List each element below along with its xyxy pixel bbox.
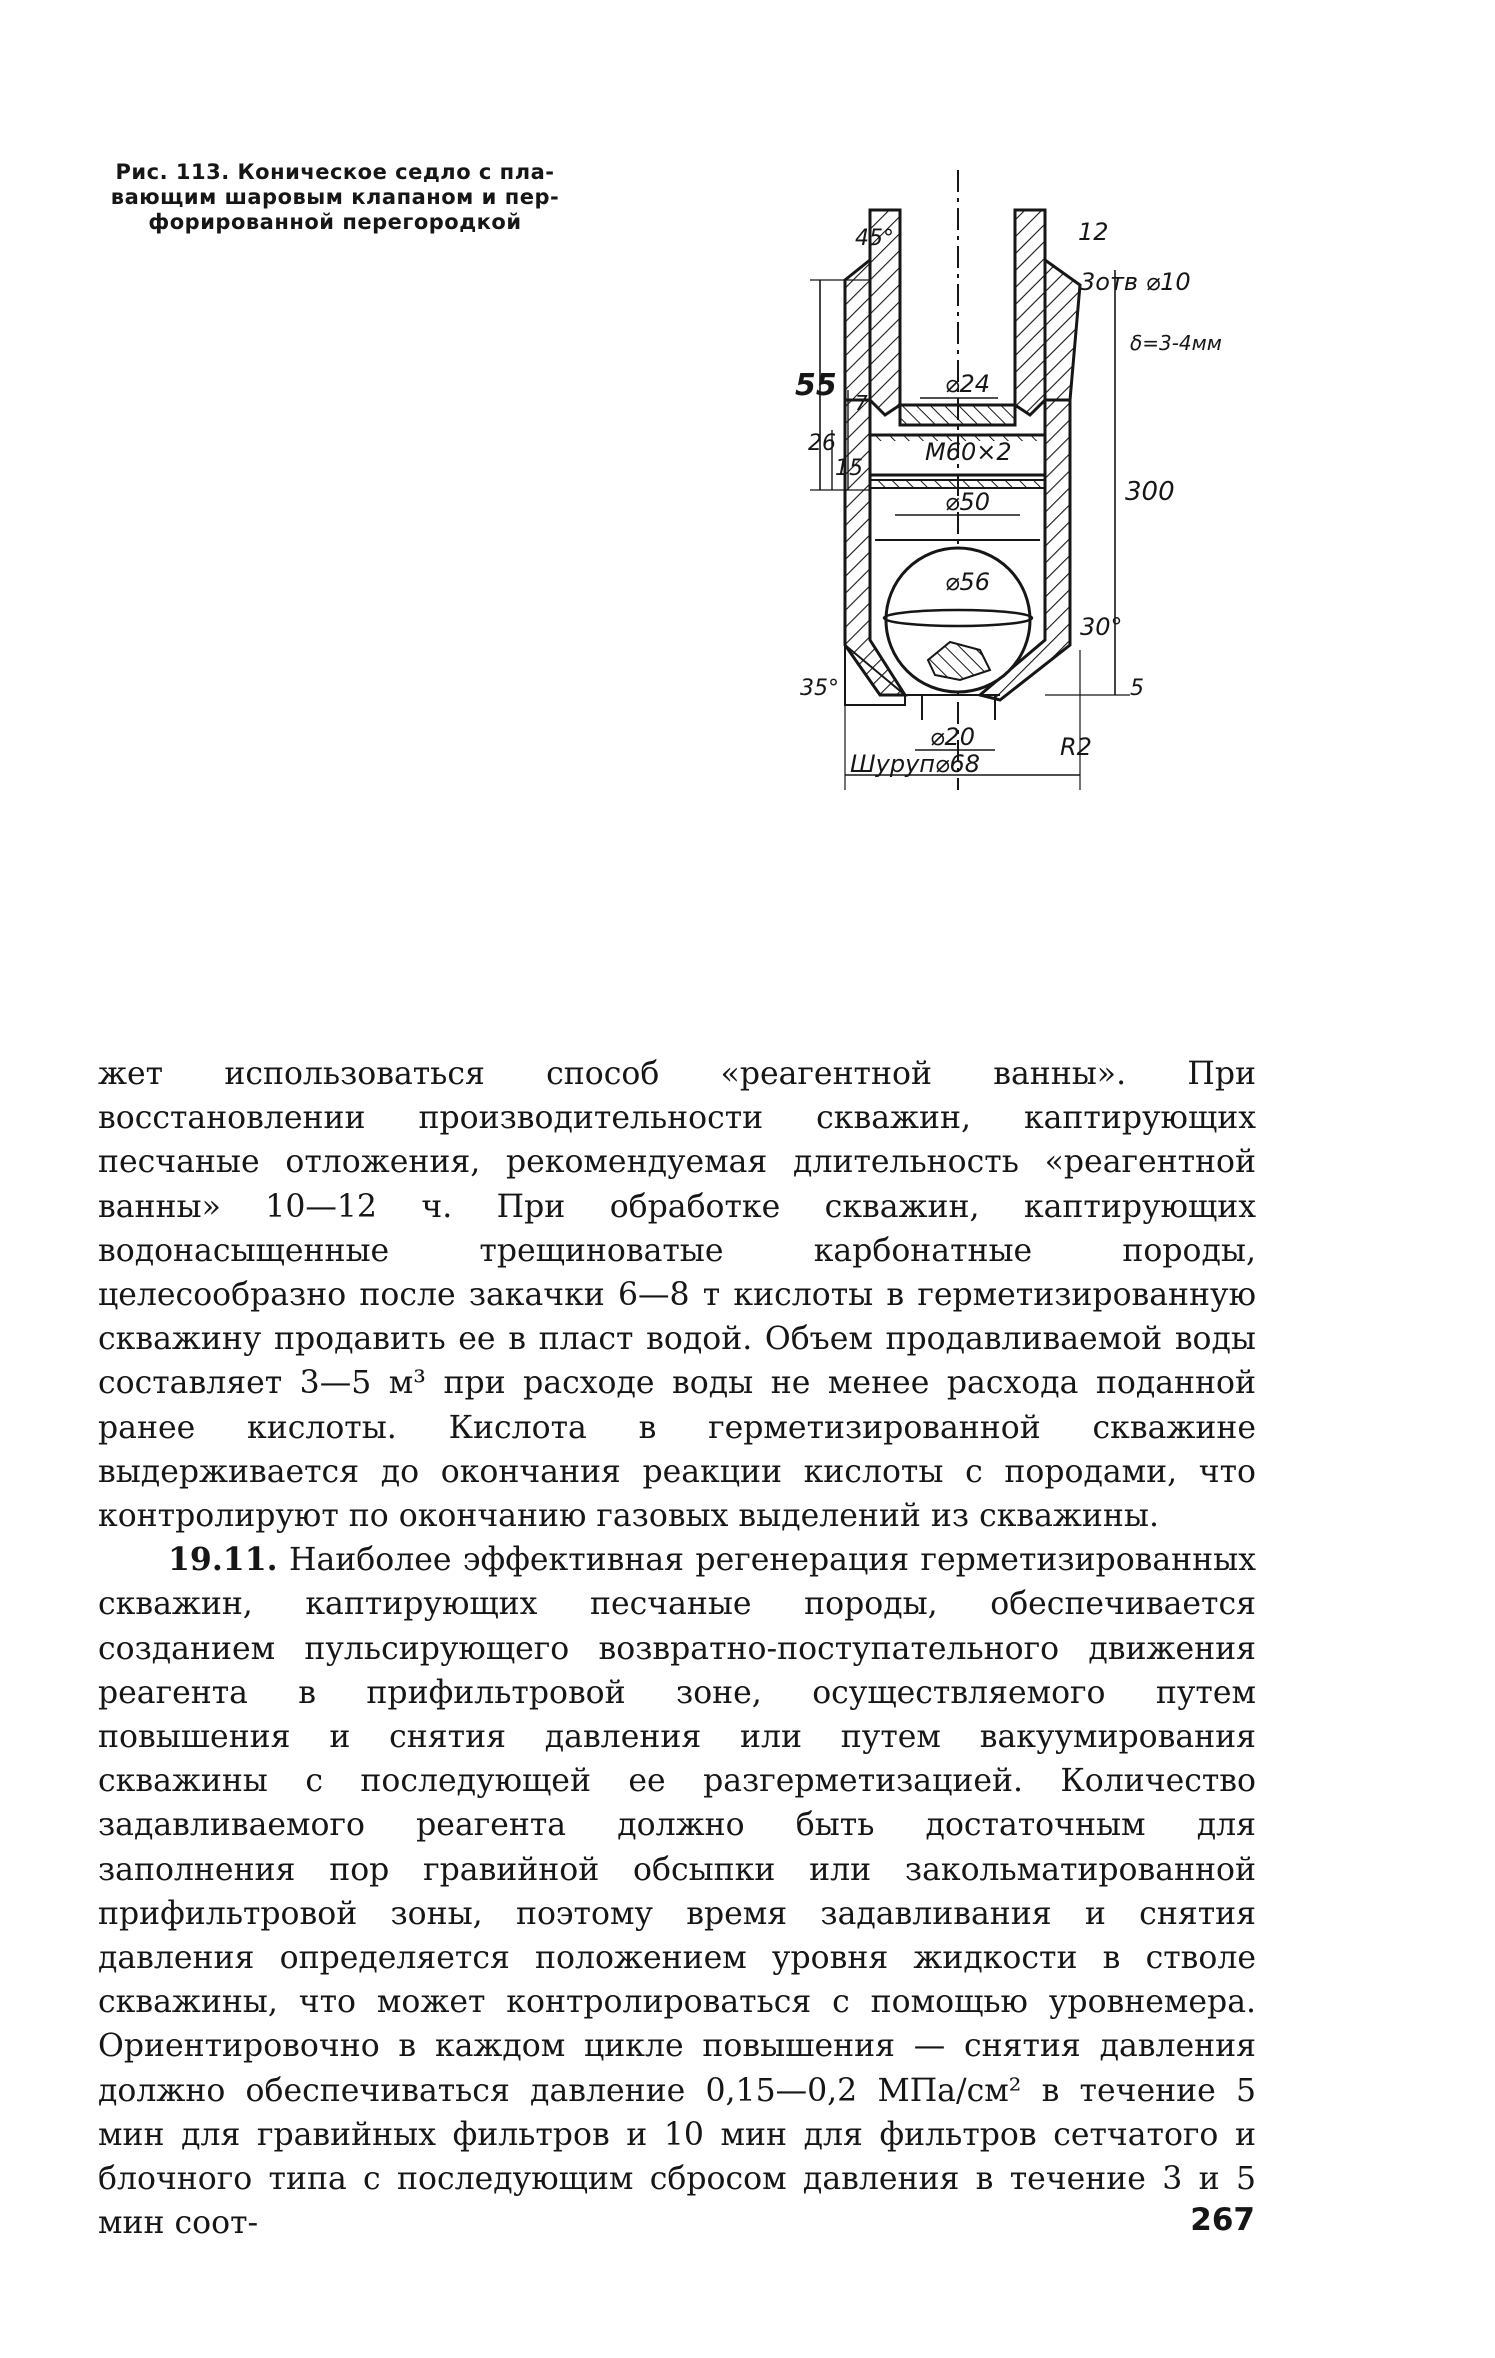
page-number: 267	[1190, 2202, 1255, 2238]
label-angle-top: 45°	[855, 226, 894, 251]
label-d24: ⌀24	[945, 370, 990, 398]
label-300: 300	[1125, 477, 1175, 507]
label-7: 7	[855, 391, 868, 415]
label-angle-30: 30°	[1080, 613, 1123, 641]
figure-caption	[75, 160, 595, 235]
body-text	[98, 1052, 1256, 2245]
sleeve-top-right	[1045, 260, 1080, 400]
paragraph-2	[98, 1538, 1256, 2245]
caption-number: Рис. 113.	[115, 160, 230, 184]
valve-seat-drawing-svg	[660, 150, 1280, 940]
technical-drawing	[660, 150, 1280, 940]
label-d56: ⌀56	[945, 568, 990, 596]
paragraph-2-text: Наиболее эффективная регенерация герметизированных скважин, каптирующих песчаные породы, обеспечивается созданием пульсирующего возвратно-поступательного движения реагента в прифильтровой зоне, осуществляемого путем повышения и снятия давления или путем вакуумирования скважины с последующей ее разгерметизацией. Количество задавливаемого реагента должно быть достаточным для заполнения пор гравийной обсыпки или закольматированной прифильтровой зоны, поэтому время задавливания и снятия давления определяется положением уровня жидкости в стволе скважины, что может контролироваться с помощью уровнемера. Ориентировочно в каждом цикле повышения — снятия давления должно обеспечиваться давление 0,15—0,2 МПа/см² в течение 5 мин для гравийных фильтров и 10 мин для фильтров сетчатого и блочного типа с последующим сбросом давления в течение 3 и 5 мин соот-	[98, 1542, 1257, 2242]
label-12: 12	[1078, 218, 1109, 246]
caption-line-3: форированной перегородкой	[148, 210, 522, 234]
perforated-partition	[900, 405, 1015, 425]
caption-line-2: вающим шаровым клапаном и пер-	[110, 185, 560, 209]
label-55: 55	[795, 368, 837, 403]
label-m60: M60×2	[925, 438, 1012, 466]
label-5: 5	[1130, 676, 1144, 701]
label-d20: ⌀20	[930, 723, 975, 751]
label-15: 15	[835, 456, 863, 481]
label-gap: δ=3-4мм	[1130, 331, 1222, 355]
label-d50: ⌀50	[945, 488, 990, 516]
caption-line-1: Коническое седло с пла-	[237, 160, 555, 184]
label-r2: R2	[1060, 733, 1092, 761]
section-number: 19.11.	[168, 1541, 278, 1579]
label-d68: ⌀68	[935, 750, 980, 778]
paragraph-1: жет использоваться способ «реагентной ванны». При восстановлении производительности скважин, каптирующих песчаные отложения, рекомендуемая длительность «реагентной ванны» 10—12 ч. При обработке скважин, каптирующих водонасыщенные трещиноватые карбонатные породы, целесообразно после закачки 6—8 т кислоты в герметизированную скважину продавить ее в пласт водой. Объем продавливаемой воды составляет 3—5 м³ при расходе воды не менее расхода поданной ранее кислоты. Кислота в герметизированной скважине выдерживается до окончания реакции кислоты с породами, что контролируют по окончанию газовых выделений из скважины.	[98, 1056, 1256, 1535]
label-26: 26	[808, 431, 836, 456]
label-angle-35: 35°	[800, 676, 839, 701]
sleeve-top-left	[845, 260, 870, 400]
label-screw: Шуруп	[850, 750, 935, 778]
upper-wall-right	[1015, 210, 1045, 415]
label-holes: 3отв ⌀10	[1080, 268, 1191, 296]
